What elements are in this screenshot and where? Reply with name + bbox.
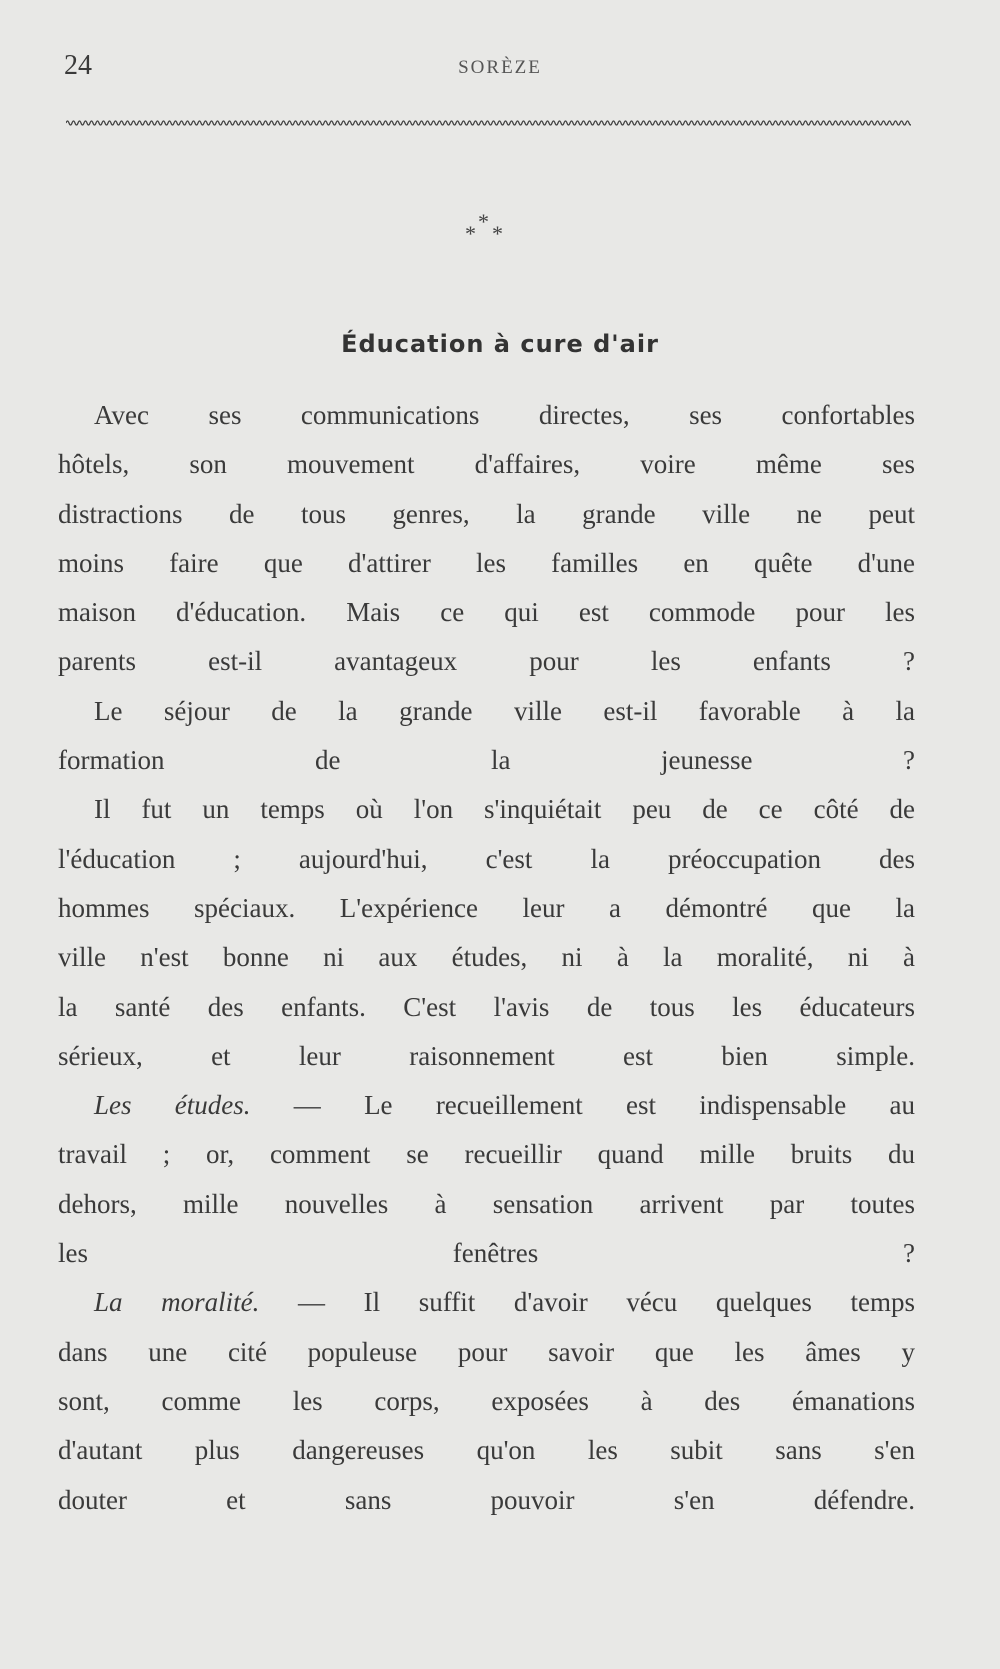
text-line: travail ; or, comment se recueillir quand mille bruits du <box>58 1139 915 1170</box>
text-line: la santé des enfants. C'est l'avis de tous les éducateurs <box>58 991 915 1022</box>
section-title: Éducation à cure d'air <box>341 330 659 358</box>
text-line: d'autant plus dangereuses qu'on les subit sans s'en <box>58 1435 915 1466</box>
text-line: Avec ses communications directes, ses confortables <box>94 400 915 430</box>
running-head: SORÈZE <box>458 57 542 78</box>
text-line: l'éducation ; aujourd'hui, c'est la préoccupation des <box>58 843 915 874</box>
text-line: dehors, mille nouvelles à sensation arrivent par toutes <box>58 1188 915 1219</box>
text-line: hommes spéciaux. L'expérience leur a démontré que la <box>58 892 915 923</box>
text-line: Il fut un temps où l'on s'inquiétait peu de ce côté de <box>94 794 915 825</box>
body-text <box>58 395 915 1529</box>
text-line: formation de la jeunesse ? <box>58 745 915 776</box>
wavy-rule-divider <box>66 118 911 128</box>
text-line: dans une cité populeuse pour savoir que les âmes y <box>58 1336 915 1367</box>
text-line: hôtels, son mouvement d'affaires, voire même ses <box>58 449 915 480</box>
text-line: distractions de tous genres, la grande ville ne peut <box>58 498 915 529</box>
text-line: les fenêtres ? <box>58 1238 915 1269</box>
text-line: maison d'éducation. Mais ce qui est commode pour les <box>58 597 915 628</box>
text-line: sérieux, et leur raisonnement est bien simple. <box>58 1040 915 1071</box>
text-line: ville n'est bonne ni aux études, ni à la moralité, ni à <box>58 942 915 973</box>
text-line: sont, comme les corps, exposées à des émanations <box>58 1385 915 1416</box>
text-line: La moralité. — Il suffit d'avoir vécu quelques temps <box>94 1287 916 1318</box>
italic-lead: Les études. <box>94 1090 251 1121</box>
page-number: 24 <box>64 50 92 81</box>
italic-lead: La moralité. <box>94 1287 260 1318</box>
text-line: douter et sans pouvoir s'en défendre. <box>58 1484 915 1515</box>
text-line: Les études. — Le recueillement est indispensable au <box>94 1090 916 1121</box>
text-line: parents est-il avantageux pour les enfants ? <box>58 646 915 677</box>
text-line: Le séjour de la grande ville est-il favorable à la <box>94 695 915 726</box>
text-line: moins faire que d'attirer les familles en quête d'une <box>58 547 915 578</box>
